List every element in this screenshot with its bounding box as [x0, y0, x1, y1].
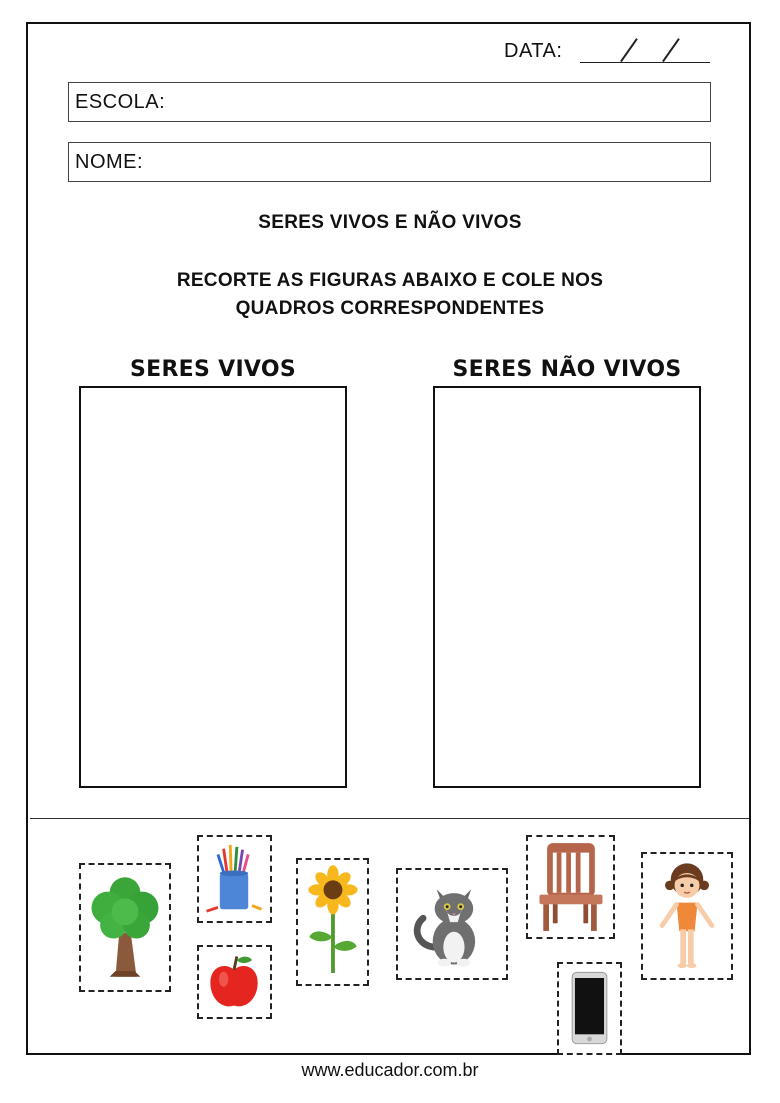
date-field[interactable] — [580, 40, 710, 63]
smartphone-card[interactable] — [557, 962, 622, 1055]
living-paste-box[interactable] — [79, 386, 347, 788]
cat-card[interactable] — [396, 868, 508, 980]
instructions-line-1: RECORTE AS FIGURAS ABAIXO E COLE NOS — [176, 270, 604, 291]
cat-icon — [398, 870, 506, 978]
date-label: DATA: — [504, 40, 563, 62]
footer-url: www.educador.com.br — [301, 1060, 479, 1080]
chair-card[interactable] — [526, 835, 615, 939]
girl-icon — [643, 854, 731, 978]
living-column-title: SERES VIVOS — [129, 357, 297, 382]
tree-card[interactable] — [79, 863, 171, 992]
instructions — [0, 267, 780, 323]
instructions-line-2: QUADROS CORRESPONDENTES — [235, 298, 545, 319]
non-living-paste-box[interactable] — [433, 386, 701, 788]
name-label: NOME: — [75, 151, 144, 173]
name-field[interactable] — [68, 142, 711, 182]
non-living-column-title: SERES NÃO VIVOS — [452, 357, 682, 382]
smartphone-icon — [559, 964, 620, 1053]
apple-icon — [199, 947, 270, 1017]
sunflower-card[interactable] — [296, 858, 369, 986]
pencil-cup-icon — [199, 837, 270, 921]
chair-icon — [528, 837, 613, 937]
apple-card[interactable] — [197, 945, 272, 1019]
pencil-cup-card[interactable] — [197, 835, 272, 923]
tree-icon — [81, 865, 169, 990]
girl-card[interactable] — [641, 852, 733, 980]
worksheet-title: SERES VIVOS E NÃO VIVOS — [258, 212, 522, 233]
school-label: ESCOLA: — [75, 91, 166, 113]
school-field[interactable] — [68, 82, 711, 122]
sunflower-icon — [298, 860, 367, 984]
cut-divider — [30, 818, 749, 819]
